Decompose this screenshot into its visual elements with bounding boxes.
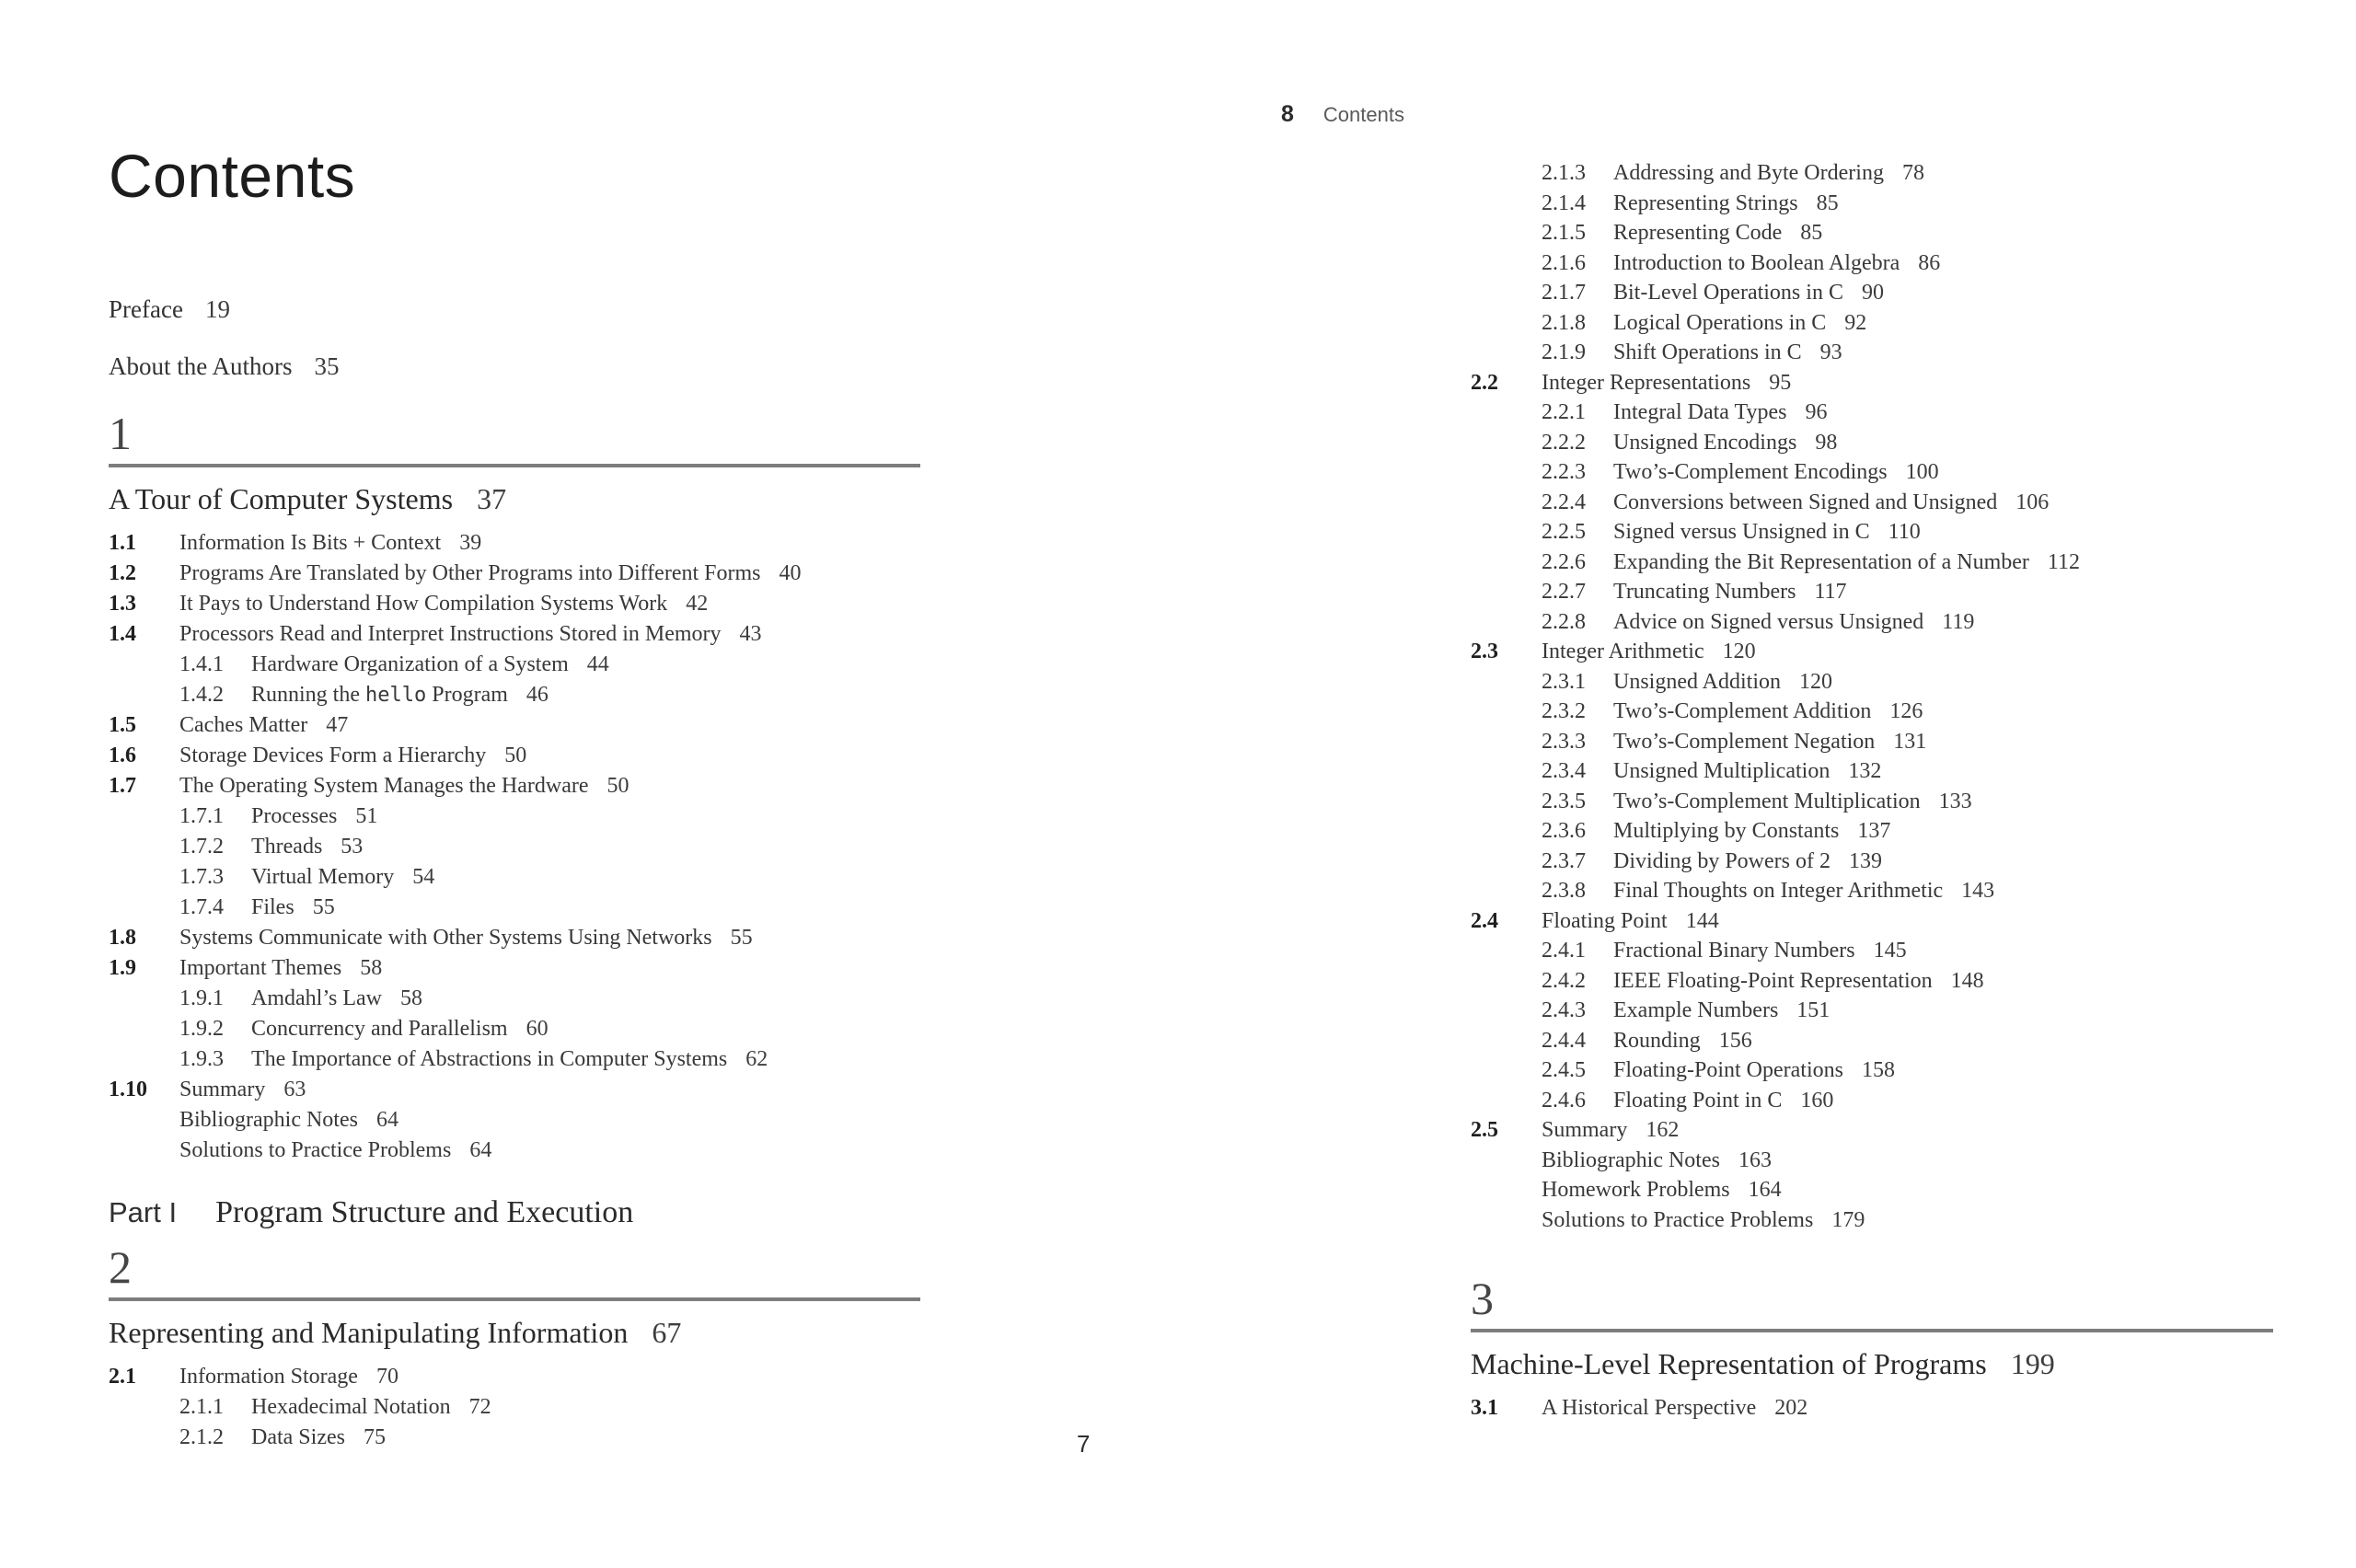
chapter-3-title-row — [1471, 1345, 2273, 1382]
toc-entry-number: 2.1.8 — [1542, 310, 1586, 335]
toc-entry-page: 202 — [1774, 1396, 1808, 1420]
toc-entry-number: 1.3 — [109, 592, 136, 616]
toc-entry — [109, 801, 920, 832]
toc-entry — [1471, 1026, 2290, 1056]
toc-entry — [109, 953, 920, 984]
toc-entry-number: 2.4.5 — [1542, 1058, 1586, 1082]
toc-entry — [1471, 248, 2290, 279]
toc-entry-title: Bibliographic Notes — [179, 1108, 358, 1132]
toc-entry-number: 2.2.6 — [1542, 549, 1586, 574]
toc-entry-title: Dividing by Powers of 2 — [1613, 848, 1831, 873]
chapter-3-block — [1471, 1272, 2273, 1424]
toc-entry-title: Integer Representations — [1542, 370, 1751, 395]
toc-entry — [1471, 697, 2290, 727]
toc-entry-page: 43 — [739, 622, 762, 646]
toc-entry-title: It Pays to Understand How Compilation Systems Work — [179, 592, 668, 616]
toc-entry-title: Unsigned Multiplication — [1613, 759, 1831, 783]
toc-entry-page: 120 — [1799, 669, 1833, 694]
toc-entry-title: Data Sizes — [251, 1425, 345, 1449]
toc-entry-title: Floating Point in C — [1613, 1088, 1783, 1113]
toc-entry — [1471, 218, 2290, 248]
toc-entry — [109, 650, 920, 680]
toc-entry-number: 2.4.2 — [1542, 968, 1586, 993]
toc-entry-title: Floating-Point Operations — [1613, 1058, 1843, 1082]
chapter-rule — [1471, 1329, 2273, 1332]
toc-entry — [1471, 189, 2290, 219]
toc-entry-title: Two’s-Complement Addition — [1613, 699, 1872, 723]
toc-entry-page: 75 — [363, 1425, 386, 1449]
toc-entry-title: Integral Data Types — [1613, 400, 1787, 424]
toc-entry-page: 143 — [1961, 879, 1995, 903]
toc-entry-number: 2.3 — [1471, 640, 1498, 663]
toc-entry — [1471, 1055, 2290, 1086]
chapter-1-entry-list — [109, 528, 920, 1166]
toc-entry — [109, 984, 920, 1014]
toc-entry-number: 1.7 — [109, 774, 136, 798]
toc-entry — [1471, 428, 2290, 458]
toc-entry-page: 112 — [2047, 549, 2080, 574]
toc-entry — [1471, 727, 2290, 757]
toc-entry — [1471, 158, 2290, 189]
toc-entry-number: 1.10 — [109, 1078, 147, 1101]
toc-entry-number: 1.9.1 — [179, 986, 224, 1010]
chapter-2-title-row — [109, 1314, 920, 1351]
chapter-3-number: 3 — [1471, 1273, 1494, 1324]
toc-entry — [109, 862, 920, 893]
toc-entry-page: 132 — [1848, 759, 1882, 783]
toc-entry — [1471, 906, 2290, 937]
toc-entry-number: 1.9 — [109, 956, 136, 980]
chapter-3-title: Machine-Level Representation of Programs — [1471, 1347, 1987, 1380]
toc-entry-title: IEEE Floating-Point Representation — [1613, 968, 1933, 993]
toc-entry-page: 139 — [1849, 848, 1882, 873]
toc-entry-title: Systems Communicate with Other Systems Using Networks — [179, 926, 712, 950]
toc-entry-title: Important Themes — [179, 956, 342, 980]
toc-entry — [1471, 1175, 2290, 1205]
toc-entry-title: Truncating Numbers — [1613, 580, 1796, 604]
toc-entry-page: 46 — [525, 683, 549, 707]
toc-entry — [1471, 667, 2290, 698]
front-matter-page: 19 — [204, 295, 230, 323]
front-matter-list — [109, 293, 340, 383]
toc-entry-title: Unsigned Addition — [1613, 669, 1782, 694]
toc-entry-number: 2.4 — [1471, 908, 1498, 933]
toc-entry-page: 70 — [375, 1365, 398, 1389]
toc-entry-page: 162 — [1646, 1118, 1680, 1142]
toc-entry-title: Concurrency and Parallelism — [251, 1017, 508, 1041]
toc-entry-number: 2.5 — [1471, 1118, 1498, 1142]
toc-entry-page: 72 — [468, 1395, 491, 1419]
toc-entry-page: 40 — [779, 561, 802, 585]
toc-entry-number: 2.1.9 — [1542, 340, 1586, 364]
toc-entry-page: 93 — [1819, 340, 1842, 364]
toc-entry-page: 131 — [1893, 729, 1927, 754]
toc-entry — [109, 589, 920, 619]
toc-entry-title: Summary — [1542, 1118, 1628, 1142]
toc-entry-number: 2.3.2 — [1542, 699, 1586, 723]
toc-entry-page: 92 — [1844, 310, 1867, 335]
toc-entry-title: Summary — [179, 1078, 266, 1101]
running-header-label: Contents — [1322, 103, 1404, 126]
toc-entry — [1471, 548, 2290, 578]
toc-entry — [109, 1075, 920, 1105]
toc-entry-title: Bit-Level Operations in C — [1613, 281, 1843, 305]
toc-entry-page: 160 — [1800, 1088, 1834, 1113]
toc-entry-number: 1.6 — [109, 744, 136, 767]
toc-entry — [1471, 936, 2290, 966]
toc-entry-page: 156 — [1718, 1028, 1752, 1053]
toc-entry-title: Signed versus Unsigned in C — [1613, 520, 1870, 544]
toc-entry — [1471, 996, 2290, 1026]
toc-entry-page: 62 — [745, 1047, 768, 1071]
toc-entry — [1471, 457, 2290, 488]
toc-entry-page: 163 — [1738, 1147, 1772, 1172]
toc-entry-page: 58 — [399, 986, 422, 1010]
toc-entry-title: The Importance of Abstractions in Computer Systems — [251, 1047, 728, 1071]
toc-entry — [1471, 1086, 2290, 1116]
inline-code: hello — [365, 684, 427, 707]
toc-entry-title: Bibliographic Notes — [1542, 1147, 1720, 1172]
toc-entry-page: 126 — [1889, 699, 1923, 723]
toc-entry-page: 151 — [1796, 998, 1831, 1022]
toc-entry-number: 1.7.2 — [179, 835, 224, 859]
front-matter-label: About the Authors — [109, 352, 293, 380]
toc-entry-page: 86 — [1918, 250, 1941, 275]
toc-entry — [1471, 368, 2290, 398]
toc-entry — [1471, 876, 2290, 906]
toc-entry-title: Expanding the Bit Representation of a Number — [1613, 549, 2029, 574]
toc-entry-page: 145 — [1873, 939, 1907, 963]
toc-entry-page: 120 — [1722, 640, 1756, 663]
toc-entry-title: Representing Code — [1613, 221, 1783, 245]
toc-entry-page: 96 — [1805, 400, 1828, 424]
toc-entry-number: 2.1.2 — [179, 1425, 224, 1449]
toc-entry-page: 50 — [504, 744, 527, 767]
toc-entry-number: 1.7.1 — [179, 804, 224, 828]
chapter-rule — [109, 464, 920, 467]
toc-entry-title: Multiplying by Constants — [1613, 819, 1840, 843]
toc-entry-page: 51 — [355, 804, 378, 828]
toc-entry-page: 133 — [1938, 789, 1972, 813]
right-page — [1178, 0, 2356, 1568]
chapter-1-page: 37 — [477, 482, 507, 515]
toc-entry — [109, 1105, 920, 1136]
part-1-heading — [109, 1193, 633, 1233]
toc-entry-number: 1.1 — [109, 531, 136, 555]
toc-entry — [1471, 1393, 2273, 1424]
toc-entry-number: 3.1 — [1471, 1396, 1498, 1420]
toc-entry-page: 78 — [1901, 161, 1924, 185]
toc-entry-title: Processes — [251, 804, 338, 828]
toc-entry — [109, 1014, 920, 1044]
toc-entry — [1471, 966, 2290, 997]
toc-entry-title: Information Is Bits + Context — [179, 531, 442, 555]
toc-entry-page: 137 — [1857, 819, 1891, 843]
toc-entry-title: Integer Arithmetic — [1542, 640, 1704, 663]
chapter-1-block — [109, 407, 920, 1166]
toc-entry-number: 2.1.6 — [1542, 250, 1586, 275]
toc-entry-title: Running the hello Program — [251, 683, 508, 707]
toc-entry-title: Representing Strings — [1613, 190, 1798, 215]
toc-entry — [1471, 847, 2290, 877]
toc-entry-title: Advice on Signed versus Unsigned — [1613, 609, 1924, 634]
toc-entry — [109, 619, 920, 650]
toc-entry — [1471, 308, 2290, 339]
toc-entry — [109, 710, 920, 741]
chapter-2-number: 2 — [109, 1241, 132, 1293]
toc-entry-page: 117 — [1814, 580, 1847, 604]
chapter-3-page: 199 — [2010, 1347, 2055, 1380]
toc-entry-title: Two’s-Complement Multiplication — [1613, 789, 1921, 813]
toc-entry — [109, 1392, 920, 1423]
toc-entry-title: Amdahl’s Law — [251, 986, 382, 1010]
toc-entry-title: Conversions between Signed and Unsigned — [1613, 490, 1998, 514]
toc-entry-page: 90 — [1861, 281, 1884, 305]
toc-entry-page: 64 — [469, 1138, 492, 1162]
toc-entry-page: 119 — [1942, 609, 1975, 634]
toc-entry-page: 144 — [1685, 908, 1719, 933]
toc-entry-number: 1.2 — [109, 561, 136, 585]
toc-entry-title: Two’s-Complement Encodings — [1613, 460, 1888, 484]
toc-entry-title: Storage Devices Form a Hierarchy — [179, 744, 487, 767]
toc-entry-number: 2.1.4 — [1542, 190, 1586, 215]
toc-entry-page: 148 — [1950, 968, 1984, 993]
chapter-1-title: A Tour of Computer Systems — [109, 482, 454, 515]
toc-entry-number: 2.3.1 — [1542, 669, 1586, 694]
toc-entry-number: 1.4.1 — [179, 652, 224, 676]
toc-entry-number: 2.4.3 — [1542, 998, 1586, 1022]
toc-entry-page: 164 — [1748, 1178, 1782, 1202]
toc-entry — [109, 1136, 920, 1166]
chapter-1-title-row — [109, 480, 920, 517]
toc-entry-title: Solutions to Practice Problems — [1542, 1207, 1814, 1232]
toc-entry-title: Solutions to Practice Problems — [179, 1138, 452, 1162]
toc-entry-title: Logical Operations in C — [1613, 310, 1827, 335]
toc-entry — [109, 528, 920, 559]
toc-entry — [109, 832, 920, 862]
front-matter-entry-preface — [109, 293, 340, 326]
toc-entry-title: Shift Operations in C — [1613, 340, 1802, 364]
toc-entry — [109, 923, 920, 953]
toc-entry-number: 2.2.5 — [1542, 520, 1586, 544]
toc-entry-page: 42 — [686, 592, 709, 616]
chapter-2-block — [109, 1240, 920, 1453]
toc-entry-number: 2.3.6 — [1542, 819, 1586, 843]
toc-entry-number: 2.1.7 — [1542, 281, 1586, 305]
chapter-3-entry-list — [1471, 1393, 2273, 1424]
toc-entry — [109, 1362, 920, 1392]
toc-entry-title: Final Thoughts on Integer Arithmetic — [1613, 879, 1944, 903]
toc-entry-number: 2.3.3 — [1542, 729, 1586, 754]
toc-entry — [109, 771, 920, 801]
chapter-2-title: Representing and Manipulating Information — [109, 1316, 629, 1349]
toc-entry — [1471, 338, 2290, 368]
toc-entry — [1471, 1205, 2290, 1236]
toc-entry — [1471, 398, 2290, 428]
toc-entry-number: 1.8 — [109, 926, 136, 950]
toc-entry-number: 2.3.4 — [1542, 759, 1586, 783]
toc-entry-number: 1.9.2 — [179, 1017, 224, 1041]
toc-entry-page: 55 — [730, 926, 753, 950]
toc-entry-number: 2.3.8 — [1542, 879, 1586, 903]
toc-entry-title: Example Numbers — [1613, 998, 1779, 1022]
toc-entry — [1471, 1115, 2290, 1146]
toc-entry — [1471, 577, 2290, 607]
right-page-folio: 8 — [1281, 101, 1294, 127]
toc-entry — [1471, 607, 2290, 638]
toc-entry-number: 1.5 — [109, 713, 136, 737]
toc-entry-page: 98 — [1815, 430, 1838, 455]
toc-entry-number: 2.2.4 — [1542, 490, 1586, 514]
toc-entry-page: 54 — [412, 865, 435, 889]
toc-entry-page: 47 — [326, 713, 349, 737]
toc-entry-title: Two’s-Complement Negation — [1613, 729, 1876, 754]
part-1-label: Part I — [109, 1196, 178, 1228]
toc-entry — [109, 893, 920, 923]
front-matter-page: 35 — [314, 352, 340, 380]
toc-entry-number: 2.2.1 — [1542, 400, 1586, 424]
toc-entry-number: 2.2.8 — [1542, 609, 1586, 634]
running-header — [1281, 101, 1404, 128]
front-matter-label: Preface — [109, 295, 183, 323]
toc-entry-page: 95 — [1769, 370, 1792, 395]
toc-entry — [1471, 637, 2290, 667]
toc-entry — [1471, 488, 2290, 518]
chapter-2-continued-entry-list — [1471, 158, 2290, 1235]
toc-entry-page: 63 — [283, 1078, 306, 1101]
toc-entry — [109, 680, 920, 710]
toc-entry-title: Hexadecimal Notation — [251, 1395, 451, 1419]
toc-entry-number: 2.2 — [1471, 370, 1498, 395]
toc-entry-title: Introduction to Boolean Algebra — [1613, 250, 1900, 275]
toc-entry-number: 1.4.2 — [179, 683, 224, 707]
toc-entry-title: Floating Point — [1542, 908, 1668, 933]
toc-entry-title: Homework Problems — [1542, 1178, 1730, 1202]
toc-entry-page: 50 — [606, 774, 629, 798]
toc-entry-number: 2.4.1 — [1542, 939, 1586, 963]
toc-entry-number: 2.4.4 — [1542, 1028, 1586, 1053]
toc-entry-number: 2.2.3 — [1542, 460, 1586, 484]
toc-entry-number: 2.1 — [109, 1365, 136, 1389]
toc-entry-number: 2.1.5 — [1542, 221, 1586, 245]
toc-entry-page: 110 — [1888, 520, 1921, 544]
toc-entry-number: 1.7.3 — [179, 865, 224, 889]
toc-entry — [1471, 517, 2290, 548]
toc-entry-title: Threads — [251, 835, 323, 859]
toc-entry-number: 2.2.2 — [1542, 430, 1586, 455]
toc-entry — [109, 559, 920, 589]
toc-entry-title: Processors Read and Interpret Instructions Stored in Memory — [179, 622, 722, 646]
toc-entry-title: Fractional Binary Numbers — [1613, 939, 1855, 963]
toc-entry-title: Rounding — [1613, 1028, 1701, 1053]
toc-entry-title: The Operating System Manages the Hardware — [179, 774, 589, 798]
toc-entry — [109, 1044, 920, 1075]
left-page-folio: 7 — [1077, 1430, 1091, 1458]
toc-entry — [1471, 278, 2290, 308]
toc-entry-number: 2.3.7 — [1542, 848, 1586, 873]
toc-entry — [1471, 756, 2290, 787]
toc-entry — [1471, 816, 2290, 847]
toc-entry-number: 2.4.6 — [1542, 1088, 1586, 1113]
toc-entry — [109, 1423, 920, 1453]
contents-title: Contents — [109, 142, 356, 211]
toc-entry-title: Hardware Organization of a System — [251, 652, 569, 676]
toc-entry-title: Files — [251, 895, 294, 919]
toc-entry-page: 55 — [312, 895, 335, 919]
toc-entry — [1471, 787, 2290, 817]
front-matter-entry-authors — [109, 350, 340, 383]
toc-entry-page: 100 — [1905, 460, 1939, 484]
toc-entry — [109, 741, 920, 771]
toc-entry-page: 60 — [525, 1017, 549, 1041]
chapter-rule — [109, 1297, 920, 1301]
toc-entry-title: Information Storage — [179, 1365, 358, 1389]
toc-entry-number: 1.4 — [109, 622, 136, 646]
toc-entry-number: 1.9.3 — [179, 1047, 224, 1071]
toc-entry-page: 106 — [2015, 490, 2050, 514]
toc-entry-number: 2.2.7 — [1542, 580, 1586, 604]
toc-entry-title: Virtual Memory — [251, 865, 395, 889]
toc-entry-page: 179 — [1831, 1207, 1865, 1232]
toc-entry-number: 2.1.3 — [1542, 161, 1586, 185]
toc-entry-number: 2.3.5 — [1542, 789, 1586, 813]
toc-entry-title: Unsigned Encodings — [1613, 430, 1797, 455]
chapter-1-number: 1 — [109, 408, 132, 459]
chapter-2-page: 67 — [652, 1316, 682, 1349]
part-1-title: Program Structure and Execution — [215, 1195, 634, 1229]
toc-entry-number: 1.7.4 — [179, 895, 224, 919]
toc-entry-title: Programs Are Translated by Other Programs into Different Forms — [179, 561, 761, 585]
toc-entry-page: 158 — [1861, 1058, 1895, 1082]
toc-entry-page: 64 — [375, 1108, 398, 1132]
toc-entry-title: Caches Matter — [179, 713, 308, 737]
toc-entry-page: 85 — [1800, 221, 1823, 245]
toc-entry-title: A Historical Perspective — [1542, 1396, 1757, 1420]
toc-entry-title: Addressing and Byte Ordering — [1613, 161, 1884, 185]
toc-entry-page: 58 — [360, 956, 383, 980]
toc-entry-page: 44 — [586, 652, 609, 676]
toc-entry-page: 39 — [459, 531, 482, 555]
toc-entry-page: 85 — [1816, 190, 1839, 215]
chapter-2-entry-list — [109, 1362, 920, 1453]
toc-entry-page: 53 — [341, 835, 364, 859]
toc-entry-number: 2.1.1 — [179, 1395, 224, 1419]
toc-entry — [1471, 1146, 2290, 1176]
